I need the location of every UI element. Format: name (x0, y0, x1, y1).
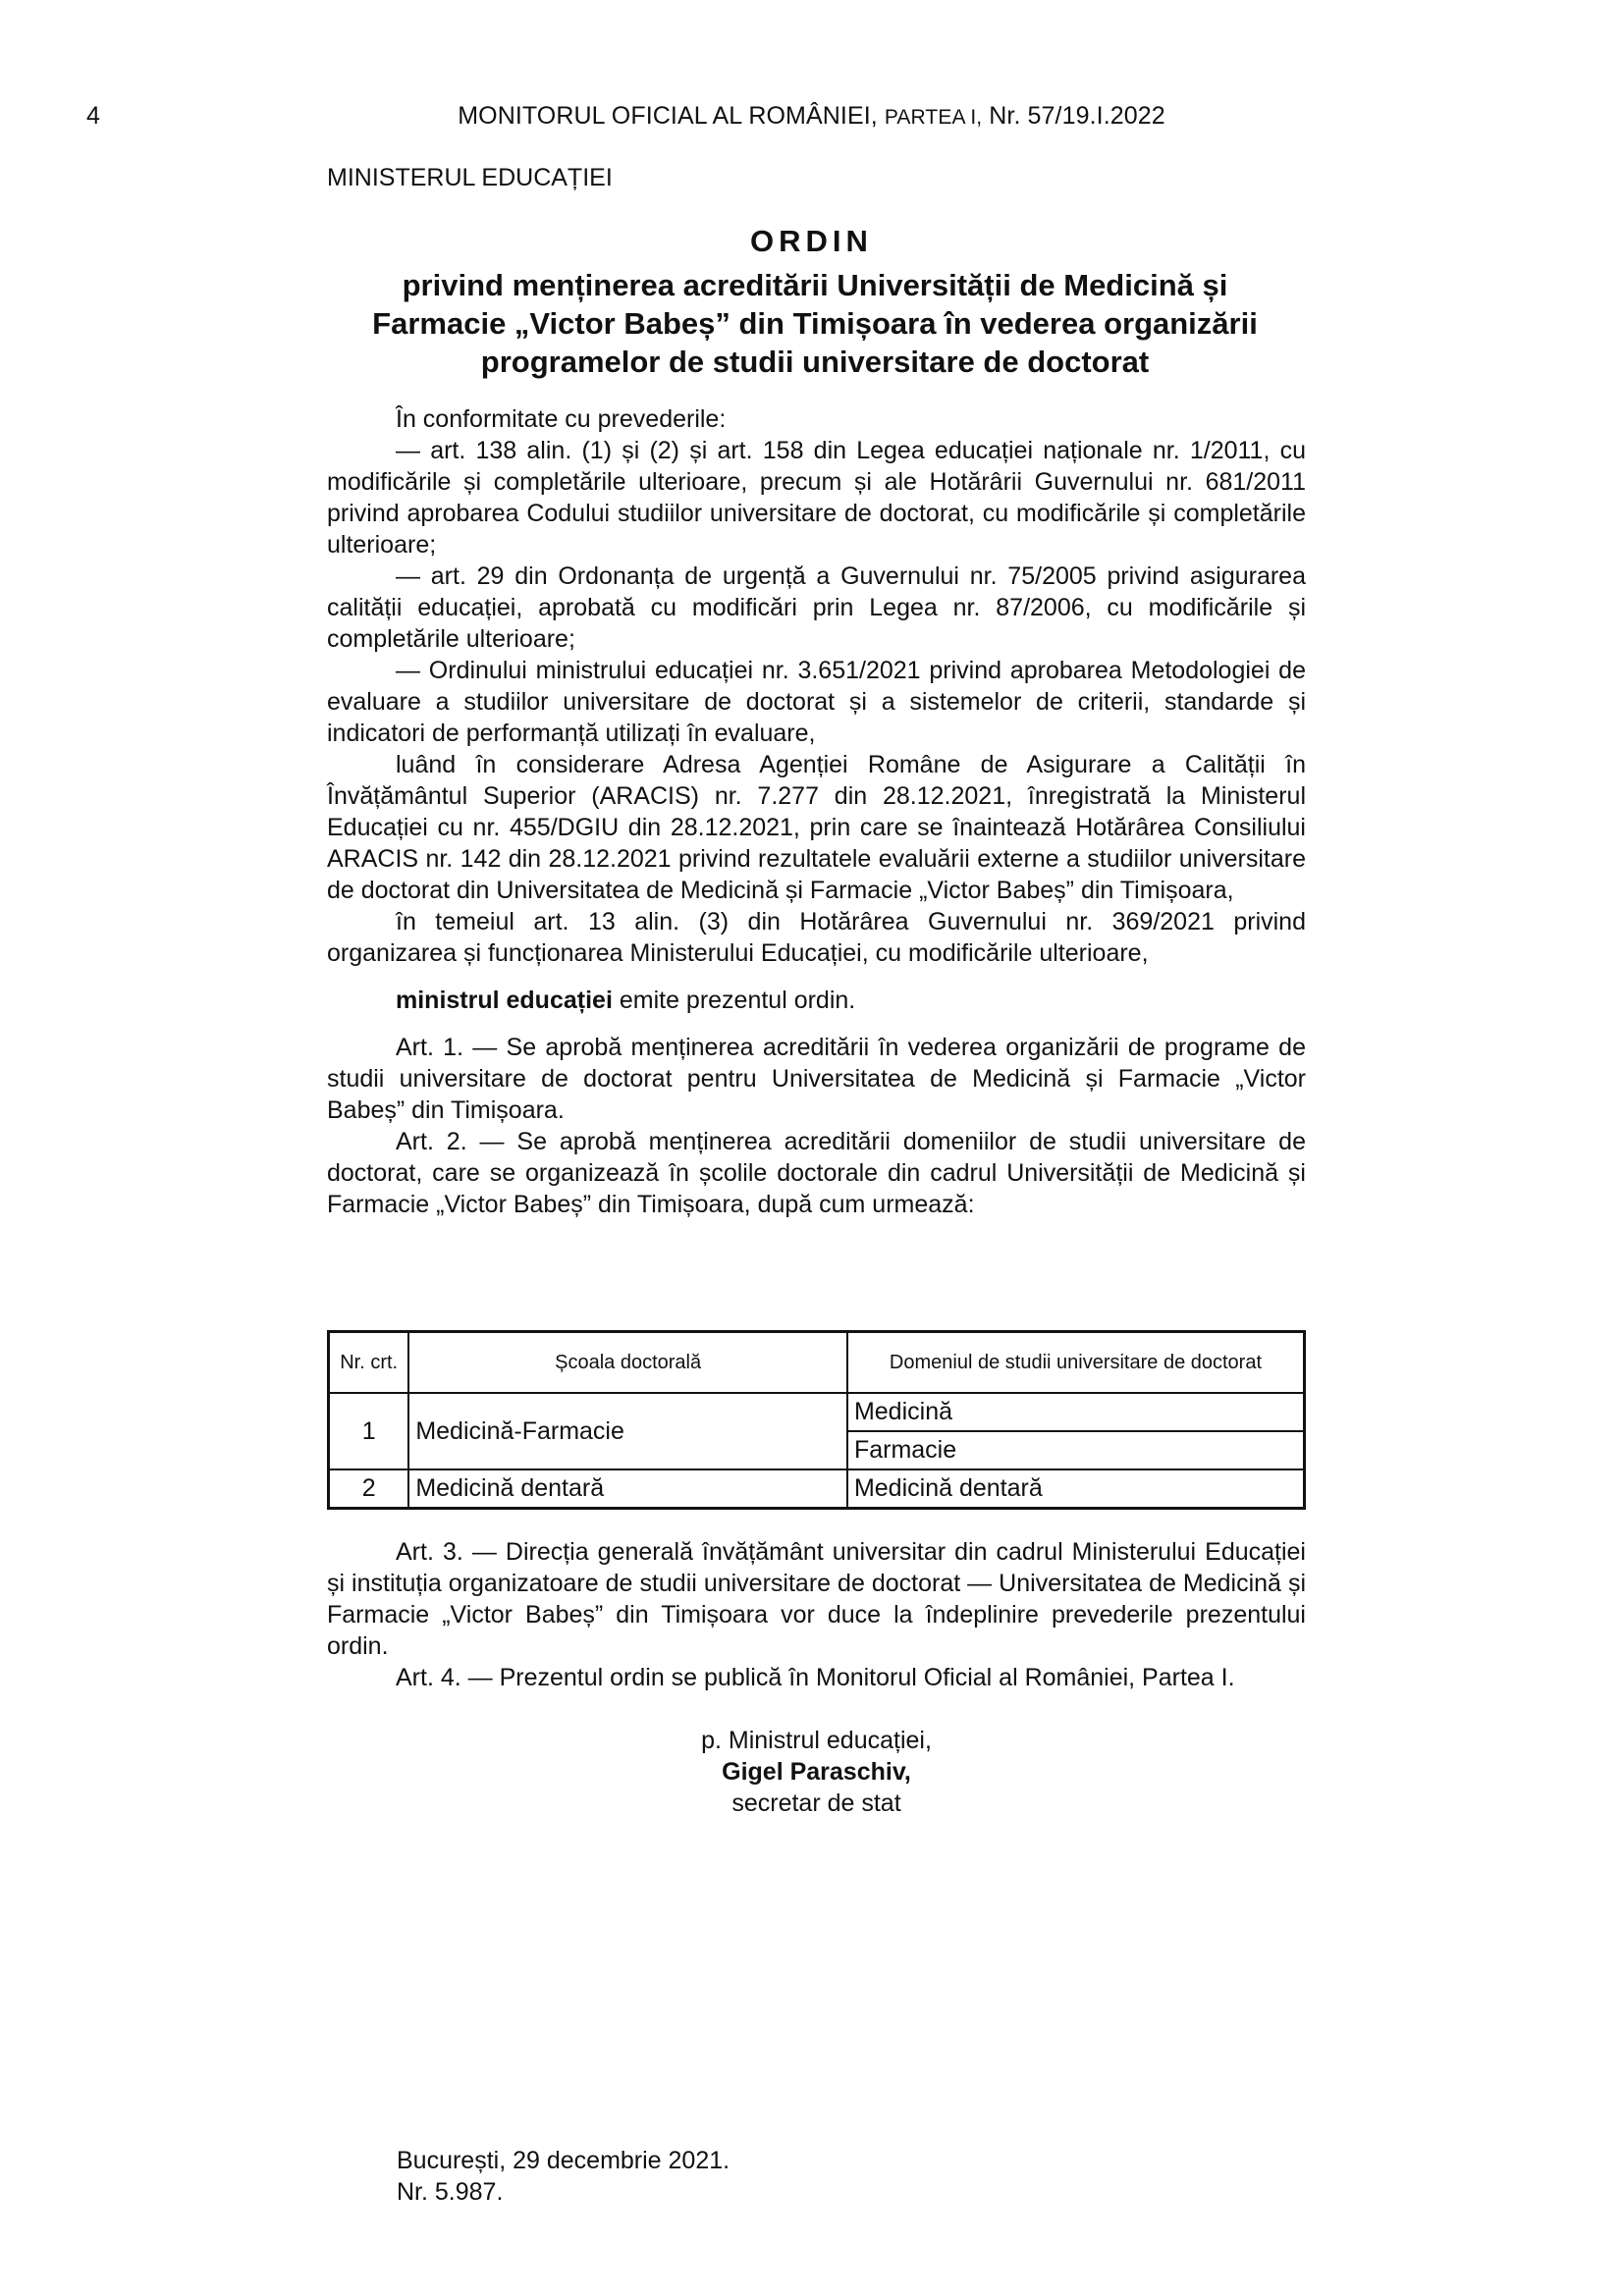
gazette-header (0, 102, 1623, 131)
school-cell: Medicină-Farmacie (408, 1393, 847, 1469)
preamble-paragraph: luând în considerare Adresa Agenției Române de Asigurare a Calității în Învățământul Superior (ARACIS) nr. 7.277 din 28.12.2021, înregistrată la Ministerul Educației cu nr. 455/DGIU din 28.12.2021, prin care se înaintează Hotărârea Consiliului ARACIS nr. 142 din 28.12.2021 privind rezultatele evaluării externe a studiilor universitare de doctorat din Universitatea de Medicină și Farmacie „Victor Babeș” din Timișoara, (327, 751, 1306, 904)
domain-cell: Medicină dentară (847, 1469, 1305, 1509)
header-title: MONITORUL OFICIAL AL ROMÂNIEI, (458, 102, 878, 130)
header-issue: Nr. 57/19.I.2022 (989, 102, 1165, 130)
preamble-paragraph: — art. 138 alin. (1) și (2) și art. 158 din Legea educației naționale nr. 1/2011, cu modificările și completările ulterioare, precum și ale Hotărârii Guvernului nr. 681/2011 privind aprobarea Codului studiilor universitare de doctorat, cu modificările și completările ulterioare; (327, 437, 1306, 559)
closing-articles (327, 1536, 1306, 1693)
table-header-cell: Școala doctorală (408, 1332, 847, 1394)
table-header-cell: Domeniul de studii universitare de doctorat (847, 1332, 1305, 1394)
signatory-role: secretar de stat (731, 1789, 901, 1817)
domain-cell: Farmacie (847, 1431, 1305, 1469)
preamble-paragraph: — Ordinului ministrului educației nr. 3.651/2021 privind aprobarea Metodologiei de evaluare a studiilor universitare de doctorat și a sistemelor de criterii, standarde și indicatori de performanță utilizați în evaluare, (327, 657, 1306, 747)
signatory-name: Gigel Paraschiv, (722, 1758, 911, 1786)
table-header-cell: Nr. crt. (329, 1332, 409, 1394)
domain-cell: Medicină (847, 1393, 1305, 1431)
issuer-statement (327, 985, 1306, 1016)
order-number: Nr. 5.987. (397, 2178, 504, 2206)
ministry-name: MINISTERUL EDUCAȚIEI (327, 164, 613, 191)
table-row (329, 1393, 1305, 1431)
table-row (329, 1469, 1305, 1509)
preamble-paragraph: În conformitate cu prevederile: (396, 405, 727, 433)
row-number-cell: 1 (329, 1393, 409, 1469)
preamble-paragraph: în temeiul art. 13 alin. (3) din Hotărârea Guvernului nr. 369/2021 privind organizarea și funcționarea Ministerului Educației, cu modificările ulterioare, (327, 908, 1306, 967)
article-paragraph: Art. 2. — Se aprobă menținerea acreditării domeniilor de studii universitare de doctorat, care se organizează în școlile doctorale din cadrul Universității de Medicină și Farmacie „Victor Babeș” din Timișoara, după cum urmează: (327, 1128, 1306, 1218)
document-subtitle: privind menținerea acreditării Universității de Medicină și Farmacie „Victor Babeș” din Timișoara în vederea organizării programelor de studii universitare de doctorat (372, 268, 1258, 379)
issuer-rest: emite prezentul ordin. (612, 987, 856, 1014)
article-paragraph: Art. 3. — Direcția generală învățământ universitar din cadrul Ministerului Educației și instituția organizatoare de studii universitare de doctorat — Universitatea de Medicină și Farmacie „Victor Babeș” din Timișoara vor duce la îndeplinire prevederile prezentului ordin. (327, 1538, 1306, 1660)
document-title: ORDIN (750, 224, 873, 258)
issuer-bold: ministrul educației (396, 987, 613, 1014)
signature-line: p. Ministrul educației, (701, 1727, 932, 1754)
issue-footer (397, 2145, 730, 2208)
signature-block (0, 1725, 1623, 1819)
doctoral-schools-table (327, 1330, 1306, 1510)
header-part: PARTEA I, (884, 106, 983, 129)
page-number: 4 (86, 102, 100, 130)
preamble-paragraph: — art. 29 din Ordonanța de urgență a Guvernului nr. 75/2005 privind asigurarea calității educației, aprobată cu modificări prin Legea nr. 87/2006, cu modificările și completările ulterioare; (327, 562, 1306, 653)
doctoral-schools-table-wrap (327, 1330, 1306, 1510)
row-number-cell: 2 (329, 1469, 409, 1509)
place-date: București, 29 decembrie 2021. (397, 2147, 730, 2174)
table-header-row (329, 1332, 1305, 1394)
order-body (327, 403, 1306, 1220)
article-paragraph: Art. 1. — Se aprobă menținerea acreditării în vederea organizării de programe de studii universitare de doctorat pentru Universitatea de Medicină și Farmacie „Victor Babeș” din Timișoara. (327, 1034, 1306, 1124)
school-cell: Medicină dentară (408, 1469, 847, 1509)
article-paragraph: Art. 4. — Prezentul ordin se publică în Monitorul Oficial al României, Partea I. (396, 1664, 1235, 1691)
